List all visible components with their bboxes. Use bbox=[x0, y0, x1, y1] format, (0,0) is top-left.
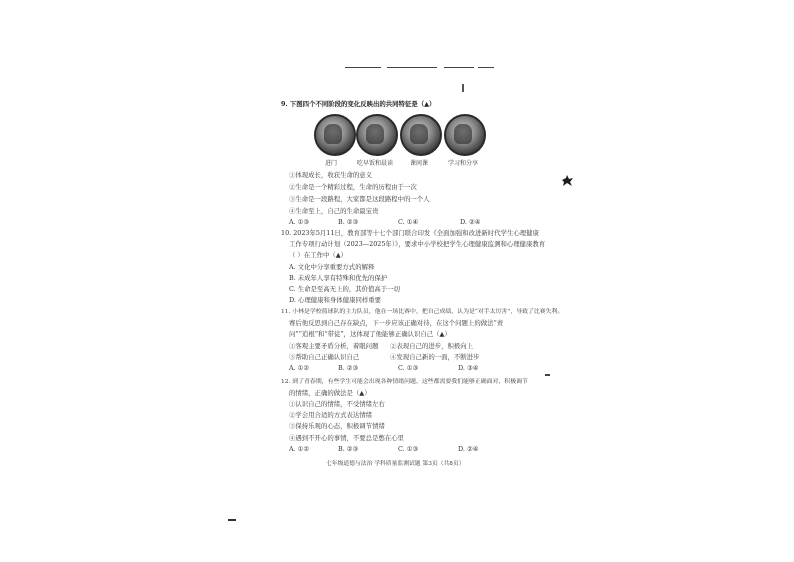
q9-image-2 bbox=[356, 114, 398, 156]
q10-option-c: C. 生命是至高无上的，其价值高于一切 bbox=[289, 285, 400, 293]
q10-stem-1: 10. 2023年5月11日，教育部等十七个部门联合印发《全面加强和改进新时代学生心理健康 bbox=[281, 229, 539, 237]
q11-stem-1: 11. 小林是学校篮球队的主力队员，他在一场比赛中，把自己成绩，认为是“对手太厉害”，导致了比赛失利。 bbox=[281, 309, 564, 315]
top-rule-4 bbox=[478, 67, 494, 68]
q9-image-1 bbox=[314, 114, 356, 156]
q9-caption-3: 课间课 bbox=[410, 160, 429, 167]
scan-speck-2 bbox=[545, 374, 550, 376]
q9-option-d: D. ②④ bbox=[460, 218, 481, 226]
q9-item-2: ②生命是一个精彩过程，生命的历程由于一次 bbox=[289, 183, 417, 191]
q11-stem-2: 赛后他反思到自己存在缺点，下一步应该正确对待，在这个问题上的做法“责 bbox=[289, 319, 504, 327]
q9-item-1: ①体现成长，收获生命的意义 bbox=[289, 171, 373, 179]
q11-item-4: ④发现自己新的一面，不断进步 bbox=[390, 353, 480, 361]
q11-item-1: ①客观主要矛盾分析，着眼问题 bbox=[289, 342, 379, 350]
q9-image-3 bbox=[400, 114, 442, 156]
q12-item-3: ③保持乐观的心态，积极调节情绪 bbox=[289, 422, 385, 430]
q11-stem-3: 问”“追根”和“带徒”，这体现了他能够正确认识自己（▲） bbox=[289, 330, 451, 338]
q11-option-c: C. ①③ bbox=[398, 364, 419, 372]
q9-image-4 bbox=[444, 114, 486, 156]
top-rule-3 bbox=[444, 67, 474, 68]
q12-item-2: ②学会用合适的方式表达情绪 bbox=[289, 411, 373, 419]
q11-option-d: D. ③④ bbox=[458, 364, 479, 372]
q12-option-d: D. ②④ bbox=[458, 445, 479, 453]
q10-option-b: B. 未成年人享有特殊和优先的保护 bbox=[289, 274, 388, 282]
q9-stem: 9. 下图四个不同阶段的变化反映出的共同特征是（▲） bbox=[281, 100, 436, 108]
page-footer: 七年级道德与法治 学科质量监测试题 第3页（共8页） bbox=[326, 461, 465, 467]
scan-speck-1 bbox=[228, 519, 236, 521]
q10-option-a: A. 文化中分享重要方式的解释 bbox=[289, 263, 375, 271]
q9-caption-4: 学习和分享 bbox=[448, 160, 479, 167]
top-rule-2 bbox=[387, 67, 437, 68]
q12-stem-2: 的情绪，正确的做法是（▲） bbox=[289, 389, 371, 397]
q12-option-a: A. ①② bbox=[289, 445, 310, 453]
q12-stem-1: 12. 到了青春期，有些学生可能会出现各种情绪问题，这些都需要我们能够正确面对、积极调节 bbox=[281, 379, 528, 385]
q10-stem-2: 工作专项行动计划（2023—2025年）》，要求中小学校把学生心理健康监测和心理健康教育 bbox=[289, 240, 546, 248]
q10-option-d: D. 心理健康和身体健康同样重要 bbox=[289, 296, 382, 304]
q10-stem-3: （ ）在工作中（▲） bbox=[289, 251, 348, 259]
q9-item-3: ③生命是一段路程，大家都是这段路程中的一个人 bbox=[289, 195, 430, 203]
q12-option-c: C. ①③ bbox=[398, 445, 419, 453]
q12-option-b: B. ②③ bbox=[338, 445, 359, 453]
q12-item-4: ④遇到不开心的事情，不要总是憋在心里 bbox=[289, 434, 405, 442]
q9-caption-2: 吃早饭和晨读 bbox=[357, 160, 394, 167]
q9-option-a: A. ①③ bbox=[289, 218, 310, 226]
q9-caption-1: 进门 bbox=[325, 160, 338, 167]
q11-item-3: ③帮助自己正确认识自己 bbox=[289, 353, 360, 361]
q11-option-a: A. ①② bbox=[289, 364, 310, 372]
q11-item-2: ②表现自己的进步，积极向上 bbox=[390, 342, 474, 350]
q11-option-b: B. ②③ bbox=[338, 364, 359, 372]
q9-option-c: C. ①④ bbox=[398, 218, 419, 226]
q9-option-b: B. ②③ bbox=[338, 218, 359, 226]
q12-item-1: ①认识自己的情绪，不受情绪左右 bbox=[289, 400, 385, 408]
ink-blot-mark bbox=[560, 174, 574, 188]
scan-speck-3 bbox=[462, 84, 464, 92]
top-rule-1 bbox=[345, 67, 381, 68]
q9-item-4: ④生命至上，自己的生命最宝贵 bbox=[289, 207, 379, 215]
